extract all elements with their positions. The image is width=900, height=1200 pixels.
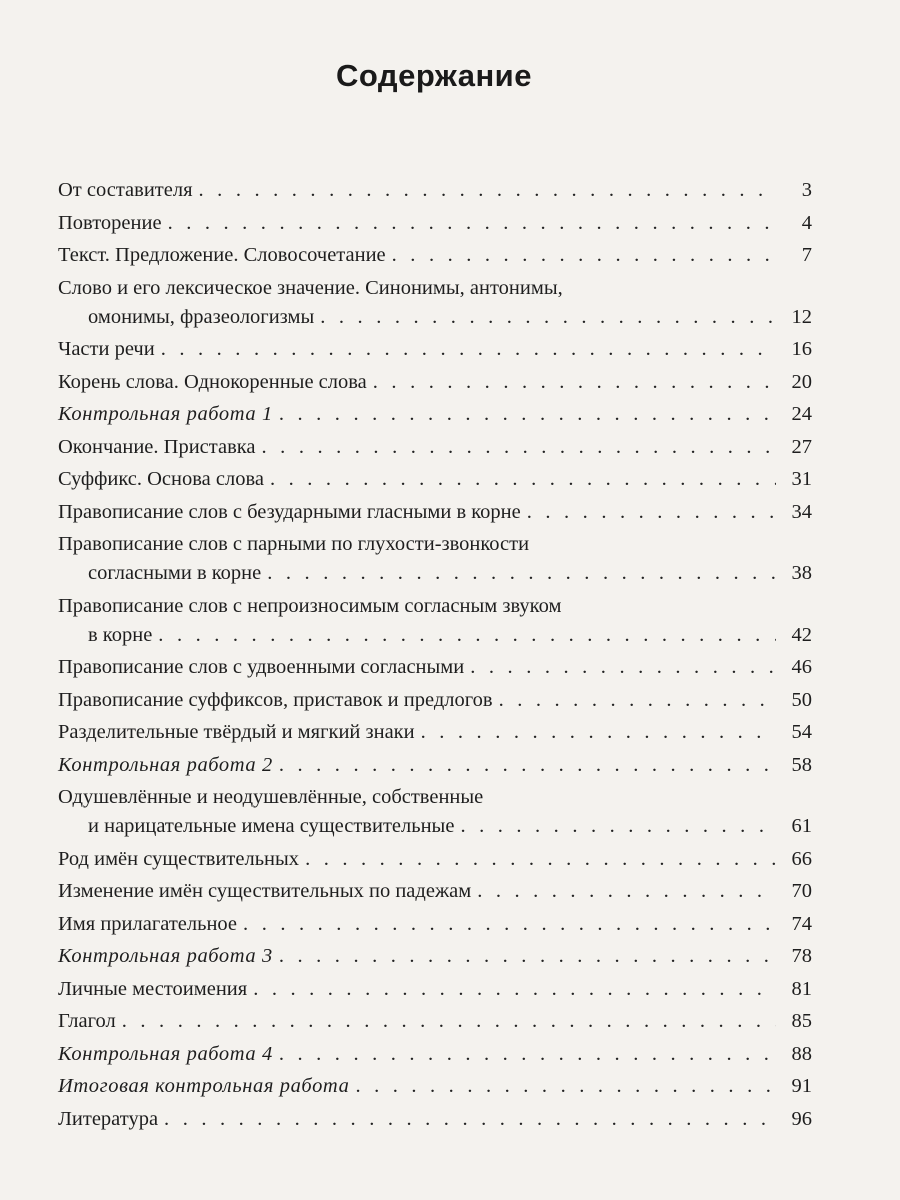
toc-entry-title: Суффикс. Основа слова [58,468,264,490]
dot-leader [305,843,776,876]
page-title: Содержание [336,58,532,93]
toc-page-number: 34 [791,500,812,523]
toc-page-number: 96 [791,1107,812,1130]
toc-entry-title-continuation: и нарицательные имена существительные [88,815,455,837]
toc-page-number: 70 [791,880,812,902]
dot-leader [199,174,776,207]
toc-page-number: 54 [791,721,812,743]
toc-page-number: 50 [791,688,812,711]
toc-entry-title: Итоговая контрольная работа [58,1075,350,1097]
toc-page-number: 58 [791,753,812,776]
toc-entry-title: Правописание суффиксов, приставок и предлогов [58,688,493,711]
dot-leader [421,716,776,749]
toc-page-number: 78 [791,945,812,967]
dot-leader [279,749,776,782]
dot-leader [262,431,776,464]
toc-entry-title: Личные местоимения [58,977,248,1000]
dot-leader [158,619,776,652]
toc-entry-title-continuation: согласными в корне [88,562,262,584]
dot-leader [499,684,776,717]
toc-entry-title: Контрольная работа 4 [58,1042,273,1065]
dot-leader [122,1005,776,1038]
dot-leader [270,463,776,496]
dot-leader [470,651,776,684]
dot-leader [320,301,776,334]
dot-leader [168,207,776,240]
dot-leader [527,496,776,529]
toc-entry-title: Текст. Предложение. Словосочетание [58,244,386,266]
toc-entry [58,716,812,749]
toc-page-number: 24 [791,403,812,425]
toc-entry [58,333,812,366]
toc-entry [58,239,812,272]
toc-entry-title: Правописание слов с парными по глухости-звонкости [58,533,530,555]
dot-leader [392,239,776,272]
toc-entry-title: Имя прилагательное [58,912,238,935]
toc-page-number: 12 [791,305,812,328]
toc-entry [58,1038,812,1071]
toc-entry-title: Контрольная работа 2 [58,753,273,776]
toc-page-number: 20 [791,370,812,393]
toc-entry [58,1070,812,1103]
toc-page-number: 81 [791,977,812,1000]
toc-entry-title: Контрольная работа 1 [58,403,273,425]
toc-entry [58,908,812,941]
toc-entry [58,781,812,843]
toc-entry [58,366,812,399]
toc-entry-title: Правописание слов с непроизносимым согласным звуком [58,594,562,617]
toc-page-number: 3 [801,179,812,201]
toc-entry [58,463,812,496]
toc-entry [58,651,812,684]
toc-entry [58,207,812,240]
toc-entry [58,496,812,529]
toc-entry-title-continuation: в корне [88,623,153,646]
toc-entry-title: Окончание. Приставка [58,435,256,458]
toc-page-number: 7 [801,244,812,266]
toc-entry-title: Правописание слов с безударными гласными в корне [58,500,521,523]
dot-leader [161,333,776,366]
toc-entry [58,528,812,590]
toc-entry-title: Повторение [58,211,162,234]
table-of-contents [58,174,812,1135]
toc-page-number: 91 [791,1075,812,1097]
toc-entry-title: Литература [58,1107,159,1130]
dot-leader [267,557,776,590]
toc-entry-title: Правописание слов с удвоенными согласными [58,656,465,678]
toc-entry [58,1103,812,1136]
toc-page-number: 31 [791,468,812,490]
toc-entry [58,431,812,464]
toc-entry-title: От составителя [58,179,193,201]
dot-leader [279,1038,776,1071]
dot-leader [243,908,776,941]
toc-page-number: 61 [791,815,812,837]
toc-entry-title: Части речи [58,338,155,360]
toc-entry [58,875,812,908]
toc-page-number: 16 [791,338,812,360]
toc-entry-title: Корень слова. Однокоренные слова [58,370,367,393]
toc-page-number: 74 [791,912,812,935]
toc-page-number: 88 [791,1042,812,1065]
toc-entry-title: Изменение имён существительных по падежам [58,880,472,902]
toc-page-number: 42 [791,623,812,646]
dot-leader [355,1070,776,1103]
toc-entry-title: Контрольная работа 3 [58,945,273,967]
toc-page-number: 27 [791,435,812,458]
toc-entry-title: Разделительные твёрдый и мягкий знаки [58,721,415,743]
toc-page-number: 38 [791,562,812,584]
dot-leader [460,810,776,843]
toc-entry [58,1005,812,1038]
toc-entry-title: Одушевлённые и неодушевлённые, собственные [58,786,484,808]
toc-entry [58,174,812,207]
dot-leader [279,398,776,431]
toc-entry-title: Род имён существительных [58,847,300,870]
toc-entry [58,973,812,1006]
toc-page-number: 66 [791,847,812,870]
dot-leader [373,366,776,399]
dot-leader [164,1103,776,1136]
toc-entry [58,590,812,652]
toc-entry [58,940,812,973]
toc-page-number: 85 [791,1010,812,1032]
toc-page-number: 4 [801,211,812,234]
toc-page-number: 46 [791,656,812,678]
toc-entry-title: Глагол [58,1010,116,1032]
toc-entry [58,843,812,876]
dot-leader [477,875,776,908]
toc-entry [58,272,812,334]
toc-entry [58,398,812,431]
toc-entry-title-continuation: омонимы, фразеологизмы [88,305,315,328]
dot-leader [253,973,776,1006]
toc-entry-title: Слово и его лексическое значение. Синонимы, антонимы, [58,276,563,299]
toc-entry [58,684,812,717]
dot-leader [279,940,776,973]
toc-entry [58,749,812,782]
